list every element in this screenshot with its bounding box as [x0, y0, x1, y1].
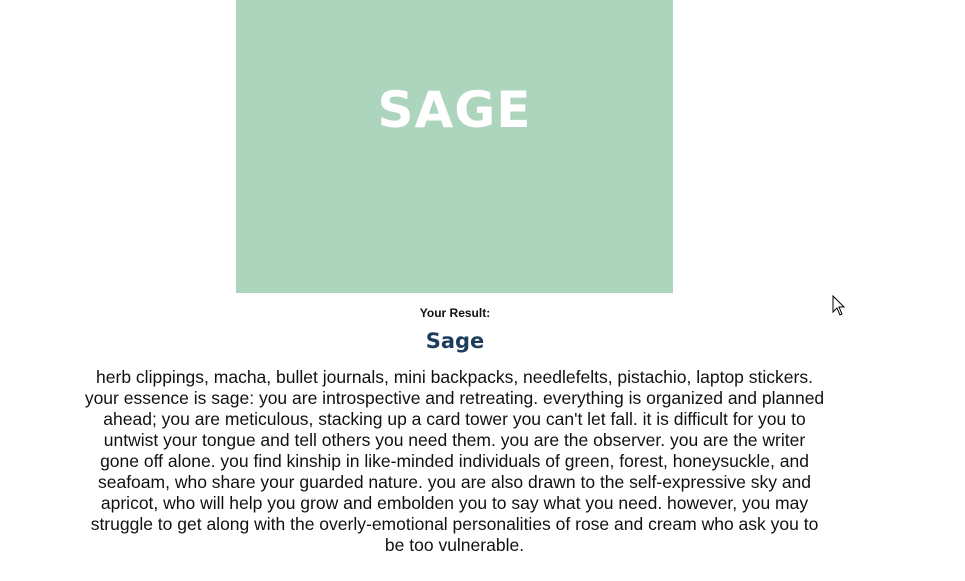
result-label: Your Result: — [419, 306, 491, 320]
result-description: herb clippings, macha, bullet journals, mini backpacks, needlefelts, pistachio, laptop stickers. your essence is sage: you are introspective and retreating. everything is organized and planned ahead; you are meticulous, stacking up a card tower you can't let fall. it is difficult for you to untwist your tongue and tell others you need them. you are the observer. you are the writer gone off alone. you find kinship in like-minded individuals of green, forest, honeysuckle, and seafoam, who share your guarded nature. you are also drawn to the self-expressive sky and apricot, who will help you grow and embolden you to say what you need. however, you may struggle to get along with the overly-emotional personalities of rose and cream who ask you to be too vulnerable. — [84, 367, 825, 555]
result-title: Sage — [425, 329, 485, 353]
result-image-text: SAGE — [377, 80, 532, 139]
mouse-pointer-icon — [832, 295, 846, 317]
result-image — [236, 0, 673, 293]
